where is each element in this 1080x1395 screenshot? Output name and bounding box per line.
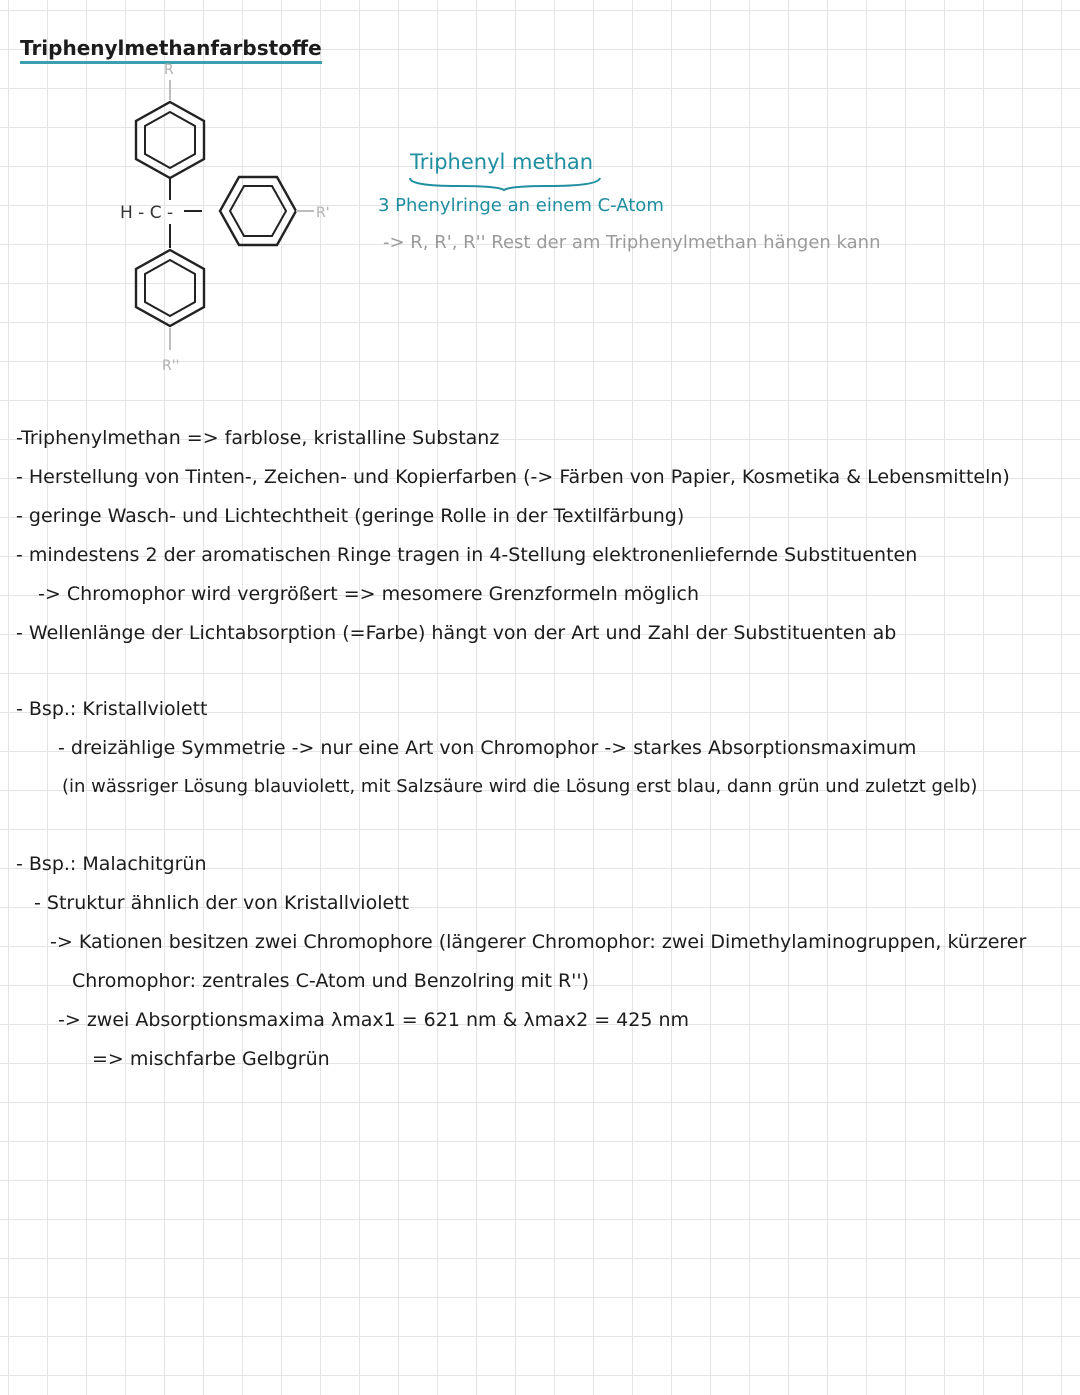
text-line: - Wellenlänge der Lichtabsorption (=Farbe) hängt von der Art und Zahl der Substituenten ab <box>16 622 897 644</box>
text-line: -> Kationen besitzen zwei Chromophore (längerer Chromophor: zwei Dimethylaminogruppen, kürzerer <box>50 931 1027 953</box>
text-line: Chromophor: zentrales C-Atom und Benzolring mit R'') <box>72 970 590 992</box>
example-heading: - Bsp.: Malachitgrün <box>16 853 207 875</box>
page-title: Triphenylmethanfarbstoffe <box>20 36 322 64</box>
label-r-double-prime: R'' <box>162 358 180 374</box>
label-hc: H - C - <box>120 203 174 223</box>
example-heading: - Bsp.: Kristallviolett <box>16 698 208 720</box>
text-line: - dreizählige Symmetrie -> nur eine Art von Chromophor -> starkes Absorptionsmaximum <box>58 737 917 759</box>
annotation-subtitle: 3 Phenylringe an einem C-Atom <box>378 195 664 216</box>
text-line: -> Chromophor wird vergrößert => mesomere Grenzformeln möglich <box>38 583 700 605</box>
annotation-heading: Triphenyl methan <box>410 150 594 174</box>
text-line: - Struktur ähnlich der von Kristallviolett <box>34 892 410 914</box>
text-line: - mindestens 2 der aromatischen Ringe tragen in 4-Stellung elektronenliefernde Substituenten <box>16 544 918 566</box>
label-r-prime: R' <box>316 205 330 221</box>
label-r: R <box>164 62 174 78</box>
text-line: (in wässriger Lösung blauviolett, mit Salzsäure wird die Lösung erst blau, dann grün und zuletzt gelb) <box>62 776 978 797</box>
text-line: => mischfarbe Gelbgrün <box>92 1048 330 1070</box>
right-benzene-ring <box>220 177 296 245</box>
bottom-benzene-ring <box>136 250 204 326</box>
annotation-rest: -> R, R', R'' Rest der am Triphenylmethan hängen kann <box>383 232 881 253</box>
text-line: -Triphenylmethan => farblose, kristalline Substanz <box>16 427 500 449</box>
top-benzene-ring <box>136 102 204 178</box>
triphenylmethane-structure <box>100 60 360 380</box>
underbrace <box>408 174 608 192</box>
text-line: -> zwei Absorptionsmaxima λmax1 = 621 nm & λmax2 = 425 nm <box>58 1009 690 1031</box>
text-line: - Herstellung von Tinten-, Zeichen- und Kopierfarben (-> Färben von Papier, Kosmetika & Lebensmitteln) <box>16 466 1010 488</box>
text-line: - geringe Wasch- und Lichtechtheit (geringe Rolle in der Textilfärbung) <box>16 505 685 527</box>
